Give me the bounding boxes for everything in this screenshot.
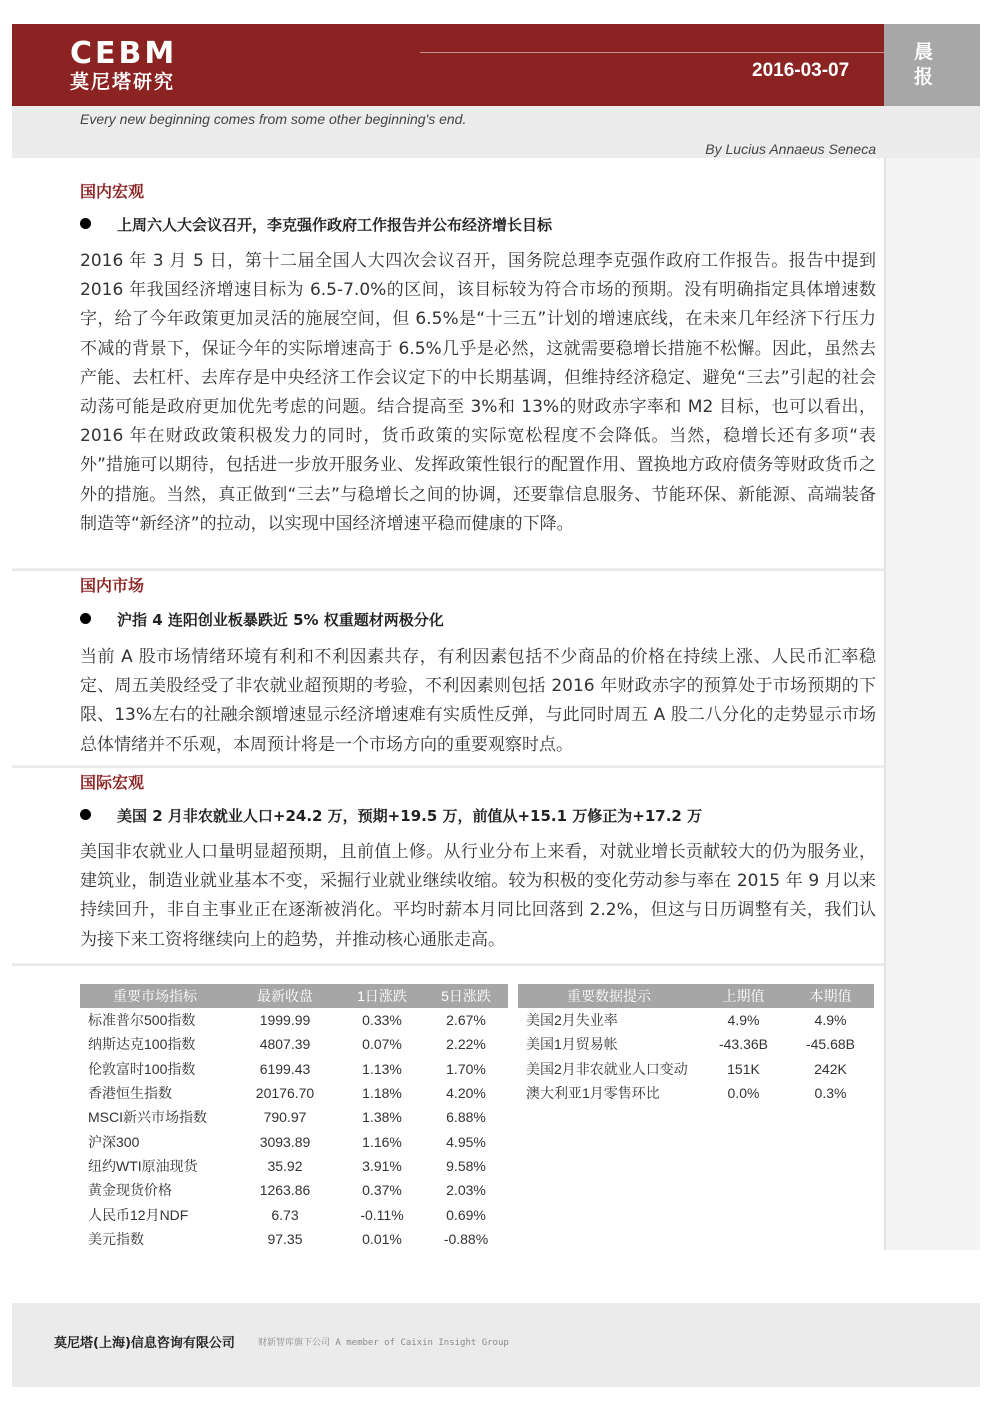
table-header-row xyxy=(518,984,874,1008)
footer-member-note: 财新智库旗下公司 A member of Caixin Insight Group xyxy=(258,1338,509,1348)
logo-mark: CEBM xyxy=(70,36,178,71)
current-value: 4.9% xyxy=(814,1012,847,1029)
latest-close: 6199.43 xyxy=(259,1060,311,1077)
indicator-name: 美元指数 xyxy=(88,1230,144,1247)
table-row xyxy=(80,1057,508,1081)
latest-close: 4807.39 xyxy=(259,1036,311,1053)
change-1d: -0.11% xyxy=(360,1206,404,1223)
latest-close: 6.73 xyxy=(271,1206,299,1223)
current-value: 242K xyxy=(814,1060,847,1077)
change-1d: 1.38% xyxy=(362,1109,402,1126)
data-item-name: 澳大利亚1月零售环比 xyxy=(526,1085,660,1102)
column-header: 5日涨跌 xyxy=(424,984,508,1008)
footer-company-name: 莫尼塔(上海)信息咨询有限公司 xyxy=(54,1336,235,1351)
change-5d: 4.95% xyxy=(446,1133,486,1150)
latest-close: 790.97 xyxy=(263,1109,307,1126)
section-divider xyxy=(12,765,884,768)
latest-close: 35.92 xyxy=(267,1157,303,1174)
headline-text: 上周六人大会议召开，李克强作政府工作报告并公布经济增长目标 xyxy=(117,216,553,234)
indicator-name: MSCI新兴市场指数 xyxy=(88,1109,207,1126)
previous-value: 0.0% xyxy=(727,1085,760,1102)
bullet-icon xyxy=(80,809,91,820)
table-row xyxy=(80,1008,508,1032)
table-row xyxy=(518,1032,874,1056)
table-row xyxy=(80,1032,508,1056)
change-5d: 9.58% xyxy=(446,1157,486,1174)
change-5d: 1.70% xyxy=(446,1060,486,1077)
indicator-name: 纽约WTI原油现货 xyxy=(88,1157,198,1174)
column-header: 重要市场指标 xyxy=(80,984,230,1008)
latest-close: 3093.89 xyxy=(259,1133,311,1150)
bullet-icon xyxy=(80,218,91,229)
indicator-name: 标准普尔500指数 xyxy=(88,1012,196,1029)
change-1d: 1.13% xyxy=(362,1060,402,1077)
data-item-name: 美国2月失业率 xyxy=(526,1012,618,1029)
table-row xyxy=(80,1129,508,1153)
indicator-name: 沪深300 xyxy=(88,1133,140,1150)
headline-text: 美国 2 月非农就业人口+24.2 万，预期+19.5 万，前值从+15.1 万修正为+17.2 万 xyxy=(117,807,703,825)
column-header: 1日涨跌 xyxy=(340,984,424,1008)
headline-text: 沪指 4 连阳创业板暴跌近 5% 权重题材两极分化 xyxy=(117,611,444,629)
logo-chinese-name: 莫尼塔研究 xyxy=(70,71,176,93)
section-headline-international-macro xyxy=(80,805,702,826)
indicator-name: 香港恒生指数 xyxy=(88,1085,172,1102)
right-sidebar xyxy=(884,158,980,1250)
header-divider xyxy=(420,52,884,53)
column-header: 上期值 xyxy=(700,984,787,1008)
table-row xyxy=(80,1178,508,1202)
change-1d: 3.91% xyxy=(362,1157,402,1174)
change-5d: 2.03% xyxy=(446,1182,486,1199)
current-value: 0.3% xyxy=(814,1085,847,1102)
indicator-name: 纳斯达克100指数 xyxy=(88,1036,196,1053)
data-release-table xyxy=(518,984,874,1105)
section-headline-domestic-macro xyxy=(80,214,552,235)
change-5d: 4.20% xyxy=(446,1085,486,1102)
change-5d: 2.22% xyxy=(446,1036,486,1053)
previous-value: 151K xyxy=(727,1060,760,1077)
column-header: 最新收盘 xyxy=(230,984,340,1008)
current-value: -45.68B xyxy=(805,1036,856,1053)
section-body-international-macro: 美国非农就业人口量明显超预期，且前值上修。从行业分布上来看，对就业增长贡献较大的仍为服务业，建筑业，制造业就业基本不变，采掘行业就业继续收缩。较为积极的变化劳动参与率在 2015 年 9 月以来持续回升，非自主事业正在逐渐被消化。平均时薪本月同比回落到 2.2%，但这与日历调整有关，我们认为接下来工资将继续向上的趋势，并推动核心通胀走高。 xyxy=(80,842,876,950)
change-1d: 0.07% xyxy=(362,1036,402,1053)
indicator-name: 伦敦富时100指数 xyxy=(88,1060,196,1077)
table-row xyxy=(518,1057,874,1081)
report-type-tab xyxy=(884,24,980,106)
latest-close: 97.35 xyxy=(267,1230,303,1247)
quote-author: By Lucius Annaeus Seneca xyxy=(705,141,876,157)
table-header-row xyxy=(80,984,508,1008)
report-date: 2016-03-07 xyxy=(752,60,850,81)
table-row xyxy=(80,1227,508,1251)
change-1d: 0.33% xyxy=(362,1012,402,1029)
section-divider xyxy=(12,963,884,966)
bullet-icon xyxy=(80,613,91,624)
quote-text: Every new beginning comes from some other beginning's end. xyxy=(80,111,467,127)
section-title-domestic-market: 国内市场 xyxy=(80,576,145,595)
table-row xyxy=(518,1008,874,1032)
change-1d: 1.16% xyxy=(362,1133,402,1150)
table-row xyxy=(80,1081,508,1105)
change-5d: 2.67% xyxy=(446,1012,486,1029)
latest-close: 20176.70 xyxy=(255,1085,315,1102)
section-divider xyxy=(12,568,884,571)
table-row xyxy=(518,1081,874,1105)
previous-value: -43.36B xyxy=(718,1036,769,1053)
data-item-name: 美国1月贸易帐 xyxy=(526,1036,618,1053)
previous-value: 4.9% xyxy=(727,1012,760,1029)
table-row xyxy=(80,1105,508,1129)
sidebar-edge xyxy=(884,158,886,1250)
report-type-label: 晨报 xyxy=(914,41,934,88)
change-1d: 1.18% xyxy=(362,1085,402,1102)
table-row xyxy=(80,1202,508,1226)
table-row xyxy=(80,1154,508,1178)
column-header: 重要数据提示 xyxy=(518,984,700,1008)
change-5d: 0.69% xyxy=(446,1206,486,1223)
section-body-domestic-macro: 2016 年 3 月 5 日，第十二届全国人大四次会议召开，国务院总理李克强作政府工作报告。报告中提到 2016 年我国经济增速目标为 6.5-7.0%的区间，该目标较为符合市场的预期。没有明确指定具体增速数字，给了今年政策更加灵活的施展空间，但 6.5%是“十三五”计划的增速底线，在未来几年经济下行压力不减的背景下，保证今年的实际增速高于 6.5%几乎是必然，这就需要稳增长措施不松懈。因此，虽然去产能、去杠杆、去库存是中央经济工作会议定下的中长期基调，但维持经济稳定、避免“三去”引起的社会动荡可能是政府更加优先考虑的问题。结合提高至 3%和 13%的财政赤字率和 M2 目标，也可以看出，2016 年在财政政策积极发力的同时，货币政策的实际宽松程度不会降低。当然，稳增长还有多项“表外”措施可以期待，包括进一步放开服务业、发挥政策性银行的配置作用、置换地方政府债务等财政货币之外的措施。当然，真正做到“三去”与稳增长之间的协调，还要靠信息服务、节能环保、新能源、高端装备制造等“新经济”的拉动，以实现中国经济增速平稳而健康的下降。 xyxy=(80,251,876,534)
company-logo xyxy=(70,38,200,94)
data-item-name: 美国2月非农就业人口变动 xyxy=(526,1060,688,1077)
section-title-international-macro: 国际宏观 xyxy=(80,773,145,792)
market-indicators-table xyxy=(80,984,508,1251)
latest-close: 1999.99 xyxy=(259,1012,311,1029)
change-1d: 0.01% xyxy=(362,1230,402,1247)
section-body-domestic-market: 当前 A 股市场情绪环境有利和不利因素共存，有利因素包括不少商品的价格在持续上涨、人民币汇率稳定、周五美股经受了非农就业超预期的考验，不利因素则包括 2016 年财政赤字的预算处于市场预期的下限、13%左右的社融余额增速显示经济增速难有实质性反弹，与此同时周五 A 股二八分化的走势显示市场总体情绪并不乐观，本周预计将是一个市场方向的重要观察时点。 xyxy=(80,647,876,755)
latest-close: 1263.86 xyxy=(259,1182,311,1199)
change-5d: -0.88% xyxy=(443,1230,489,1247)
change-5d: 6.88% xyxy=(446,1109,486,1126)
indicator-name: 人民币12月NDF xyxy=(88,1206,189,1223)
change-1d: 0.37% xyxy=(362,1182,402,1199)
section-title-domestic-macro: 国内宏观 xyxy=(80,182,145,201)
section-headline-domestic-market xyxy=(80,609,444,630)
indicator-name: 黄金现货价格 xyxy=(88,1182,172,1199)
column-header: 本期值 xyxy=(787,984,874,1008)
